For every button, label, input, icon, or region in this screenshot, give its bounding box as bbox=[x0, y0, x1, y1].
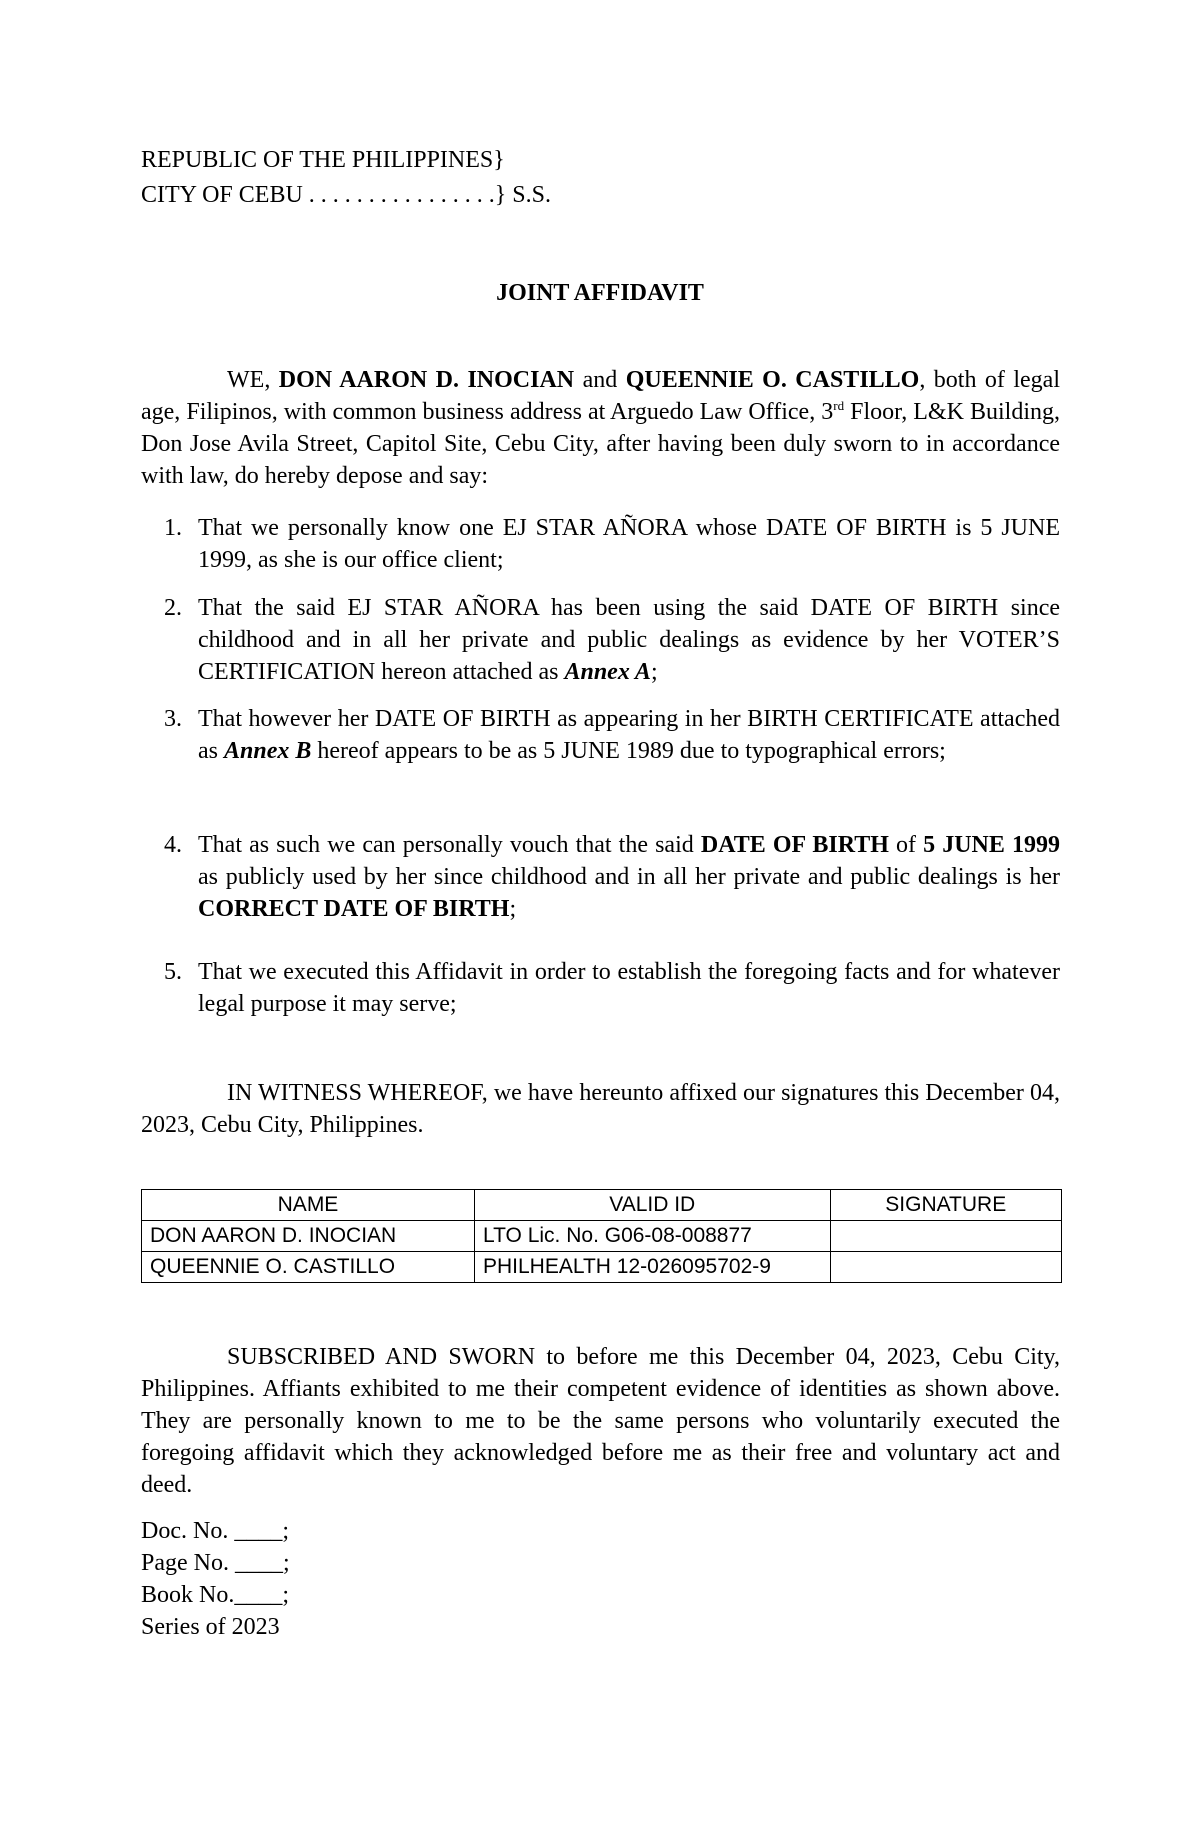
venue-city: CITY OF CEBU . . . . . . . . . . . . . . . .} S.S. bbox=[141, 182, 552, 208]
series-year: Series of 2023 bbox=[141, 1614, 280, 1640]
cell-valid-id: PHILHEALTH 12-026095702-9 bbox=[474, 1252, 830, 1283]
ordinal-suffix: rd bbox=[833, 398, 845, 413]
document-title: JOINT AFFIDAVIT bbox=[496, 280, 704, 306]
item-text bbox=[198, 703, 1060, 767]
item-text-part: ; bbox=[650, 659, 658, 685]
item-number: 3. bbox=[164, 706, 182, 732]
table-header-row bbox=[142, 1190, 1062, 1221]
item-number: 2. bbox=[164, 595, 182, 621]
item-text bbox=[198, 592, 1060, 688]
cell-signature bbox=[830, 1221, 1062, 1252]
bold-phrase: DATE OF BIRTH bbox=[700, 832, 889, 858]
bold-phrase: 5 JUNE 1999 bbox=[923, 832, 1060, 858]
venue-republic: REPUBLIC OF THE PHILIPPINES} bbox=[141, 147, 505, 173]
item-number: 5. bbox=[164, 959, 182, 985]
item-text: That we personally know one EJ STAR AÑORA whose DATE OF BIRTH is 5 JUNE 1999, as she is our office client; bbox=[198, 515, 1060, 573]
affiant-id-table bbox=[141, 1189, 1062, 1283]
header-name: NAME bbox=[142, 1190, 475, 1221]
cell-name: QUEENNIE O. CASTILLO bbox=[142, 1252, 475, 1283]
annex-reference: Annex B bbox=[224, 738, 312, 764]
item-text: That we executed this Affidavit in order to establish the foregoing facts and for whatever legal purpose it may serve; bbox=[198, 959, 1060, 1017]
item-text bbox=[198, 829, 1060, 925]
cell-valid-id: LTO Lic. No. G06-08-008877 bbox=[474, 1221, 830, 1252]
doc-number: Doc. No. ____; bbox=[141, 1518, 289, 1544]
notarial-registry bbox=[141, 1515, 290, 1643]
intro-we: WE, bbox=[227, 367, 271, 393]
intro-text-1: , both of legal age, Filipinos, with common business address at Arguedo Law Office, 3 bbox=[141, 367, 1060, 425]
item-number: 4. bbox=[164, 832, 182, 858]
item-text-part: That however her DATE OF BIRTH as appearing in her BIRTH CERTIFICATE attached as bbox=[198, 706, 1060, 764]
header-signature: SIGNATURE bbox=[830, 1190, 1062, 1221]
item-text-part: That as such we can personally vouch that the said bbox=[198, 832, 701, 858]
book-number: Book No.____; bbox=[141, 1582, 290, 1608]
item-text-part: hereof appears to be as 5 JUNE 1989 due to typographical errors; bbox=[311, 738, 946, 764]
item-text-part: ; bbox=[509, 896, 517, 922]
cell-name: DON AARON D. INOCIAN bbox=[142, 1221, 475, 1252]
bold-phrase: CORRECT DATE OF BIRTH bbox=[198, 896, 510, 922]
witness-clause: IN WITNESS WHEREOF, we have hereunto affixed our signatures this December 04, 2023, Cebu City, Philippines. bbox=[141, 1080, 1060, 1138]
item-number: 1. bbox=[164, 515, 182, 541]
jurat-paragraph: SUBSCRIBED AND SWORN to before me this December 04, 2023, Cebu City, Philippines. Affiants exhibited to me their competent evidence of identities as shown above. They are personally known to me to be the same persons who voluntarily executed the foregoing affidavit which they acknowledged before me as their free and voluntary act and deed. bbox=[141, 1344, 1060, 1498]
item-text-part: That the said EJ STAR AÑORA has been using the said DATE OF BIRTH since childhood and in all her private and public dealings as evidence by her VOTER’S CERTIFICATION hereon attached as bbox=[198, 595, 1060, 685]
cell-signature bbox=[830, 1252, 1062, 1283]
item-text-part: as publicly used by her since childhood and in all her private and public dealings is her bbox=[198, 864, 1060, 890]
venue-block bbox=[141, 143, 551, 213]
header-valid-id: VALID ID bbox=[474, 1190, 830, 1221]
affiant-1-name: DON AARON D. INOCIAN bbox=[278, 367, 575, 393]
annex-reference: Annex A bbox=[564, 659, 651, 685]
item-text-part: of bbox=[888, 832, 924, 858]
table-row bbox=[142, 1221, 1062, 1252]
affiant-2-name: QUEENNIE O. CASTILLO bbox=[625, 367, 920, 393]
intro-paragraph bbox=[141, 364, 1060, 492]
page-number: Page No. ____; bbox=[141, 1550, 290, 1576]
intro-text-2: Floor, L&K Building, Don Jose Avila Street, Capitol Site, Cebu City, after having been duly sworn to in accordance with law, do hereby depose and say: bbox=[141, 399, 1061, 489]
intro-and: and bbox=[582, 367, 618, 393]
table-row bbox=[142, 1252, 1062, 1283]
